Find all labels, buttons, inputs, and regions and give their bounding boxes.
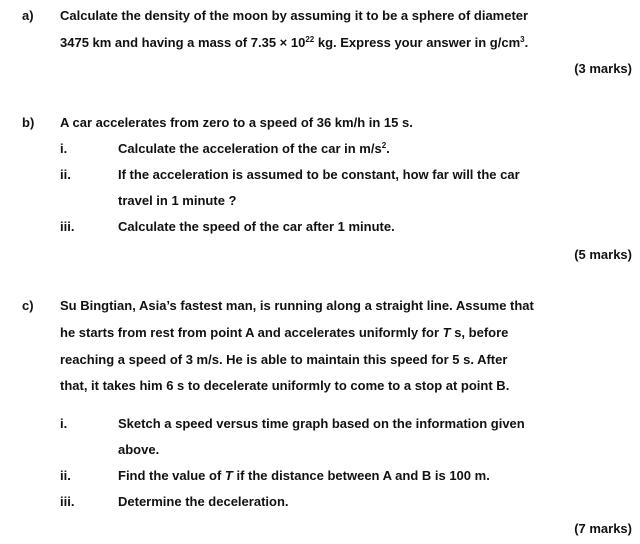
question-c-line-1: Su Bingtian, Asia’s fastest man, is running along a straight line. Assume that: [60, 298, 534, 313]
question-a-line-2: [60, 35, 528, 50]
question-b-item-1-exponent: 2: [381, 141, 387, 150]
question-c-line-2: [60, 325, 508, 340]
question-c-item-1-number: i.: [60, 416, 68, 431]
question-b-item-3-text: Calculate the speed of the car after 1 minute.: [118, 219, 395, 234]
question-a-line-2-mid: kg. Express your answer in g/cm: [314, 35, 521, 50]
question-c-item-2-var: T: [224, 468, 233, 483]
question-c-item-3-text: Determine the deceleration.: [118, 494, 289, 509]
question-c-line-2-pre: he starts from rest from point A and accelerates uniformly for: [60, 325, 443, 340]
question-c-line-3: reaching a speed of 3 m/s. He is able to maintain this speed for 5 s. After: [60, 352, 508, 367]
question-b-item-1-pre: Calculate the acceleration of the car in m/s: [118, 141, 382, 156]
question-c-label: c): [22, 298, 34, 313]
question-c-line-2-post: s, before: [450, 325, 509, 340]
question-c-item-1-text-cont: above.: [118, 442, 160, 457]
question-c-item-1-text: Sketch a speed versus time graph based on the information given: [118, 416, 525, 431]
question-c-item-2-number: ii.: [60, 468, 71, 483]
question-b-label: b): [22, 115, 35, 130]
question-c-line-4: that, it takes him 6 s to decelerate uniformly to come to a stop at point B.: [60, 378, 510, 393]
question-c-item-2-post: if the distance between A and B is 100 m.: [232, 468, 490, 483]
question-b-item-3-number: iii.: [60, 219, 75, 234]
question-a-line-1: Calculate the density of the moon by assuming it to be a sphere of diameter: [60, 8, 529, 23]
question-b-item-1-text: [118, 141, 390, 156]
question-c-item-3-number: iii.: [60, 494, 75, 509]
question-a-exponent: 22: [305, 35, 315, 44]
question-b-item-1-post: .: [386, 141, 390, 156]
question-c-item-2-pre: Find the value of: [118, 468, 225, 483]
question-b-line-1: A car accelerates from zero to a speed of 36 km/h in 15 s.: [60, 115, 413, 130]
question-a-line-2-pre: 3475 km and having a mass of 7.35 × 10: [60, 35, 306, 50]
question-a-label: a): [22, 8, 34, 23]
question-c-item-2-text: [118, 468, 490, 483]
question-c-marks: (7 marks): [574, 521, 632, 536]
question-a-line-2-post: .: [524, 35, 529, 50]
question-b-item-2-number: ii.: [60, 167, 71, 182]
question-b-item-2-text-cont: travel in 1 minute ?: [118, 193, 237, 208]
question-c-line-2-var: T: [442, 325, 451, 340]
question-a-marks: (3 marks): [574, 61, 632, 76]
question-a-exponent-2: 3: [520, 35, 525, 44]
question-b-marks: (5 marks): [574, 247, 632, 262]
question-b-item-1-number: i.: [60, 141, 68, 156]
question-b-item-2-text: If the acceleration is assumed to be constant, how far will the car: [118, 167, 520, 182]
